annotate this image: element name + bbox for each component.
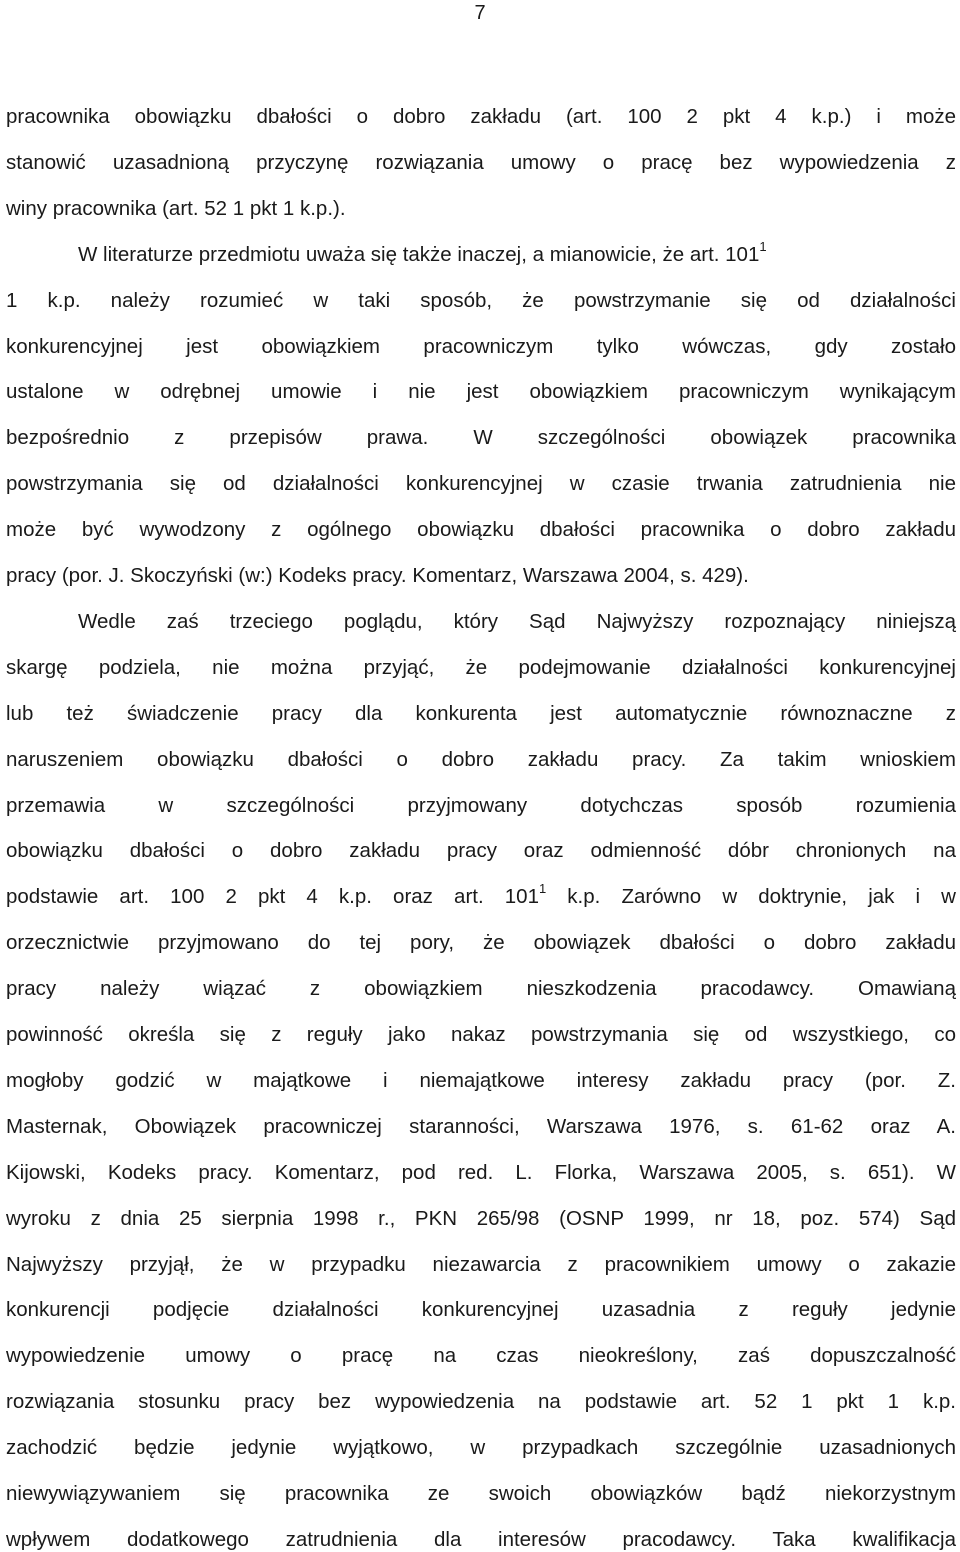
text-line — [6, 881, 956, 909]
text-line — [6, 1253, 956, 1277]
text-line — [6, 197, 956, 221]
text-line — [6, 794, 956, 818]
text-line — [6, 1298, 956, 1322]
text-line — [6, 380, 956, 404]
text-line — [6, 748, 956, 772]
text-line — [6, 1069, 956, 1093]
text-line-content: naruszeniem obowiązku dbałości o dobro zakładu pracy. Za takim wnioskiem — [6, 747, 956, 771]
text-line-content: winy pracownika (art. 52 1 pkt 1 k.p.). — [6, 196, 346, 220]
text-line-content: Najwyższy przyjął, że w przypadku niezawarcia z pracownikiem umowy o zakazie — [6, 1252, 956, 1276]
text-line-content: 1 k.p. należy rozumieć w taki sposób, że powstrzymanie się od działalności — [6, 288, 956, 312]
text-line — [6, 1115, 956, 1139]
text-line-content: bezpośrednio z przepisów prawa. W szczególności obowiązek pracownika — [6, 426, 956, 450]
text-line — [6, 977, 956, 1001]
text-line-content: zachodzić będzie jedynie wyjątkowo, w przypadkach szczególnie uzasadnionych — [6, 1436, 956, 1460]
text-line-content: konkurencyjnej jest obowiązkiem pracowniczym tylko wówczas, gdy zostało — [6, 334, 956, 358]
text-line-content: obowiązku dbałości o dobro zakładu pracy oraz odmienność dóbr chronionych na — [6, 839, 956, 863]
text-line — [6, 426, 956, 450]
text-line-content: wpływem dodatkowego zatrudnienia dla interesów pracodawcy. Taka kwalifikacja — [6, 1527, 956, 1551]
text-line — [6, 702, 956, 726]
text-line-content: k.p. Zarówno w doktrynie, jak i w — [546, 885, 956, 909]
superscript: 1 — [759, 238, 767, 254]
text-line-content: wypowiedzenie umowy o pracę na czas nieokreślony, zaś dopuszczalność — [6, 1344, 956, 1368]
text-line — [6, 151, 956, 175]
text-line — [6, 289, 956, 313]
text-line — [6, 1436, 956, 1460]
text-line — [6, 105, 956, 129]
text-line — [6, 1023, 956, 1047]
text-line — [6, 1390, 956, 1414]
text-line-content: Masternak, Obowiązek pracowniczej staranności, Warszawa 1976, s. 61-62 oraz A. — [6, 1114, 956, 1138]
text-line — [6, 656, 956, 680]
text-line-content: rozwiązania stosunku pracy bez wypowiedzenia na podstawie art. 52 1 pkt 1 k.p. — [6, 1390, 956, 1414]
text-line — [78, 610, 956, 634]
text-line-content: podstawie art. 100 2 pkt 4 k.p. oraz art. 101 — [6, 885, 539, 909]
text-line — [6, 1161, 956, 1185]
text-line-content: orzecznictwie przyjmowano do tej pory, że obowiązek dbałości o dobro zakładu — [6, 931, 956, 955]
text-line-content: skargę podziela, nie można przyjąć, że podejmowanie działalności konkurencyjnej — [6, 655, 956, 679]
text-line-content: może być wywodzony z ogólnego obowiązku dbałości pracownika o dobro zakładu — [6, 518, 956, 542]
text-line — [6, 335, 956, 359]
text-line-content: pracownika obowiązku dbałości o dobro zakładu (art. 100 2 pkt 4 k.p.) i może — [6, 105, 956, 128]
text-line-content: lub też świadczenie pracy dla konkurenta jest automatycznie równoznaczne z — [6, 701, 956, 725]
text-line-content: powinność określa się z reguły jako nakaz powstrzymania się od wszystkiego, co — [6, 1023, 956, 1046]
text-line-content: mogłoby godzić w majątkowe i niemajątkowe interesy zakładu pracy (por. Z. — [6, 1068, 956, 1092]
text-line-content: Kijowski, Kodeks pracy. Komentarz, pod red. L. Florka, Warszawa 2005, s. 651). W — [6, 1160, 956, 1184]
text-line — [6, 1482, 956, 1506]
text-line — [6, 564, 956, 588]
text-line — [6, 1528, 956, 1552]
text-line-content: wyroku z dnia 25 sierpnia 1998 r., PKN 265/98 (OSNP 1999, nr 18, poz. 574) Sąd — [6, 1206, 956, 1230]
text-line-content: ustalone w odrębnej umowie i nie jest obowiązkiem pracowniczym wynikającym — [6, 380, 956, 404]
text-line — [78, 238, 956, 267]
text-line — [6, 931, 956, 955]
text-line-content: W literaturze przedmiotu uważa się także inaczej, a mianowicie, że art. 101 — [78, 242, 760, 266]
text-line-content: przemawia w szczególności przyjmowany dotychczas sposób rozumienia — [6, 793, 956, 817]
text-line-content: stanowić uzasadnioną przyczynę rozwiązania umowy o pracę bez wypowiedzenia z — [6, 150, 956, 174]
superscript: 1 — [538, 881, 547, 897]
text-line — [6, 839, 956, 863]
page-number: 7 — [474, 2, 486, 24]
text-line-content: Wedle zaś trzeciego poglądu, który Sąd Najwyższy rozpoznający niniejszą — [78, 609, 956, 633]
text-line — [6, 472, 956, 496]
text-line-content: powstrzymania się od działalności konkurencyjnej w czasie trwania zatrudnienia nie — [6, 472, 956, 496]
text-line — [6, 518, 956, 542]
text-line-content: konkurencji podjęcie działalności konkurencyjnej uzasadnia z reguły jedynie — [6, 1298, 956, 1322]
text-line-content: pracy należy wiązać z obowiązkiem nieszkodzenia pracodawcy. Omawianą — [6, 977, 956, 1001]
text-line-content: niewywiązywaniem się pracownika ze swoich obowiązków bądź niekorzystnym — [6, 1482, 956, 1505]
text-line — [6, 1344, 956, 1368]
text-line — [6, 1207, 956, 1231]
text-line-content: pracy (por. J. Skoczyński (w:) Kodeks pracy. Komentarz, Warszawa 2004, s. 429). — [6, 564, 749, 587]
